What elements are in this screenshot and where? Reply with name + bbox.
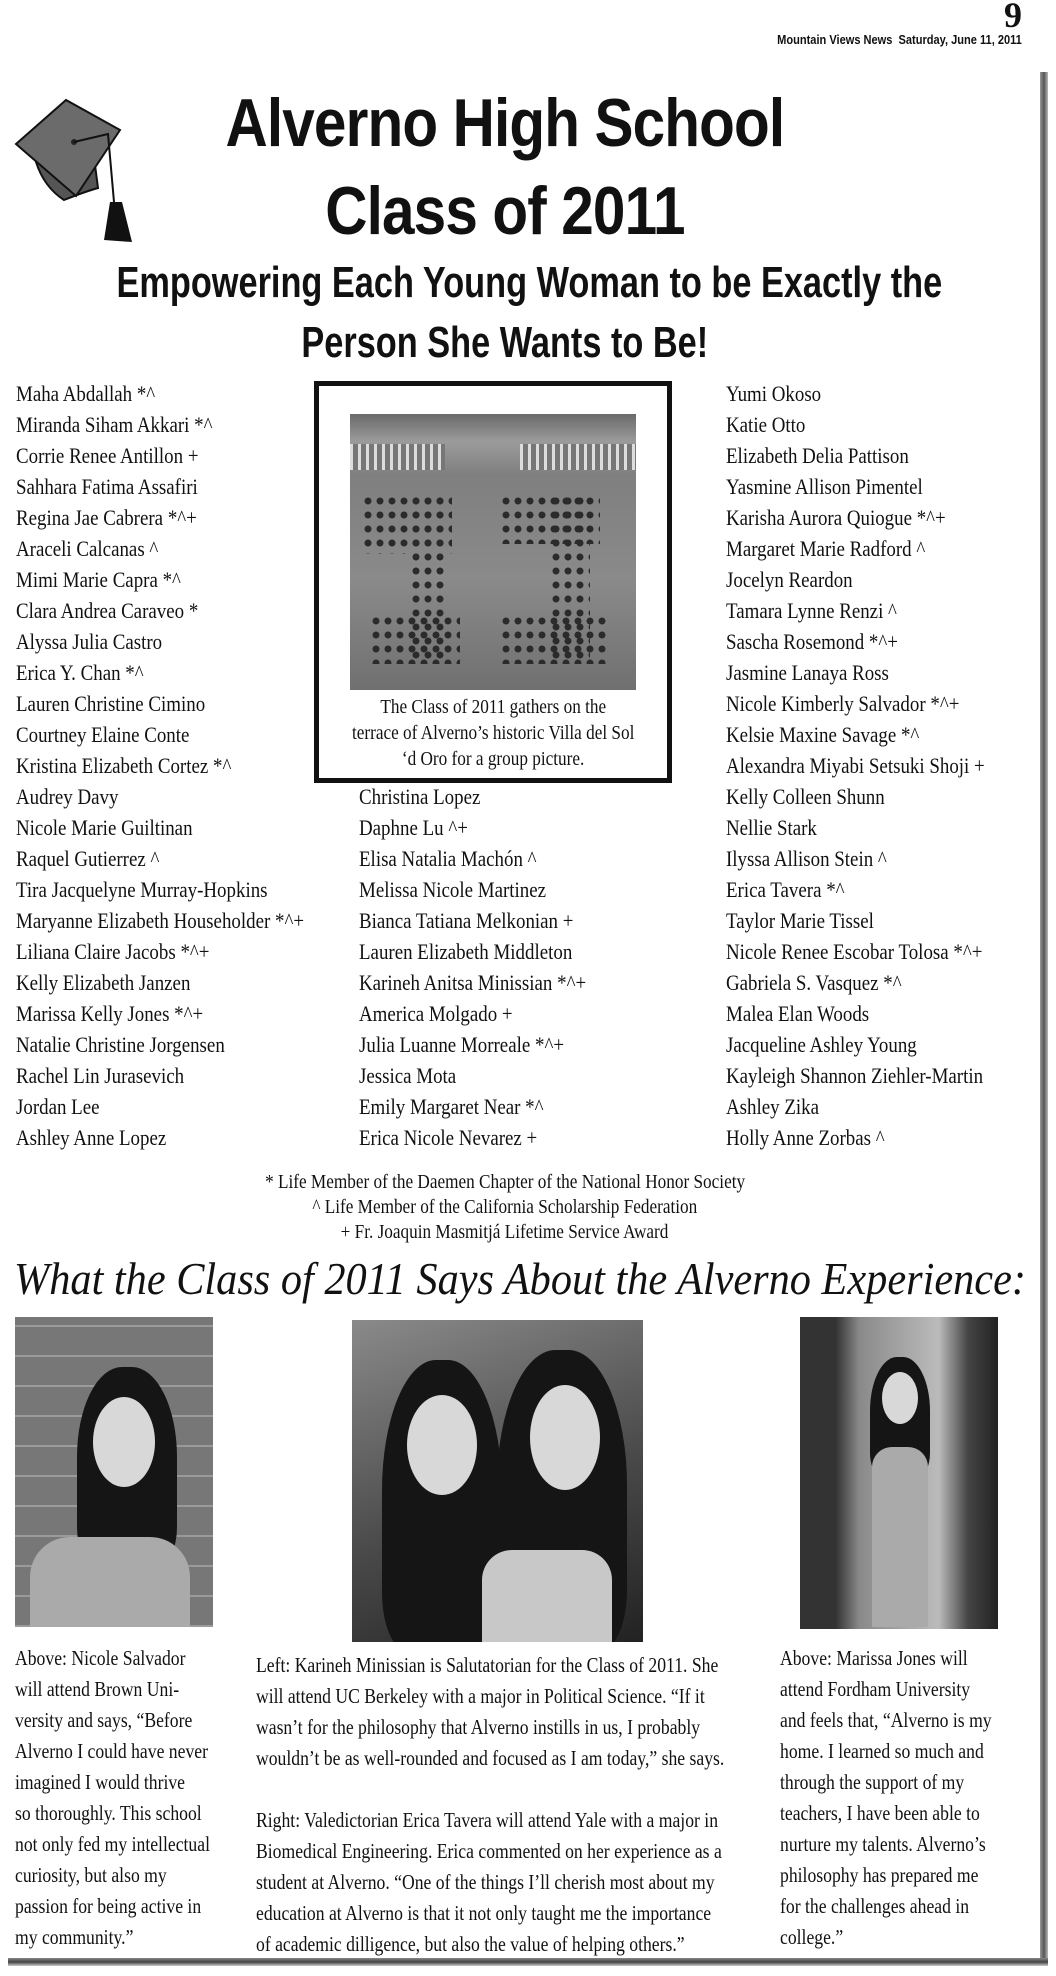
caption-marissa-jones <box>780 1643 992 1953</box>
caption-line: philosophy has prepared me <box>780 1863 979 1887</box>
graduate-name: Marissa Kelly Jones *^+ <box>16 1001 204 1026</box>
graduate-name: Yasmine Allison Pimentel <box>726 474 923 499</box>
graduate-name: Sahhara Fatima Assafiri <box>16 474 198 499</box>
caption-line: versity and says, “Before <box>15 1708 193 1732</box>
names-column-middle <box>359 781 586 1153</box>
graduate-name: Mimi Marie Capra *^ <box>16 567 181 592</box>
footnote: * Life Member of the Daemen Chapter of the National Honor Society <box>264 1171 746 1193</box>
footnotes <box>0 1170 1010 1245</box>
graduate-name: Katie Otto <box>726 412 806 437</box>
caption-line: wasn’t for the philosophy that Alverno instills in us, I probably <box>256 1715 701 1739</box>
caption-line: college.” <box>780 1925 844 1949</box>
graduate-name: Clara Andrea Caraveo * <box>16 598 199 623</box>
graduate-name: Audrey Davy <box>16 784 119 809</box>
graduate-name: Emily Margaret Near *^ <box>359 1094 544 1119</box>
subheadline-line-1: Empowering Each Young Woman to be Exactly the <box>116 258 943 307</box>
graduate-name: Jasmine Lanaya Ross <box>726 660 889 685</box>
names-column-left <box>16 378 304 1153</box>
caption-line: Right: Valedictorian Erica Tavera will attend Yale with a major in <box>256 1808 719 1832</box>
headline-line-1: Alverno High School <box>225 85 785 161</box>
footnote: + Fr. Joaquin Masmitjá Lifetime Service Award <box>341 1221 669 1243</box>
caption-line: attend Fordham University <box>780 1677 971 1701</box>
graduate-name: Maryanne Elizabeth Householder *^+ <box>16 908 305 933</box>
graduate-name: Araceli Calcanas ^ <box>16 536 159 561</box>
caption-line: will attend Brown Uni- <box>15 1677 180 1701</box>
graduate-name: Jacqueline Ashley Young <box>726 1032 917 1057</box>
caption-line: not only fed my intellectual <box>15 1832 210 1856</box>
graduate-name: Nellie Stark <box>726 815 817 840</box>
graduate-name: Jordan Lee <box>16 1094 100 1119</box>
caption-line: of academic dilligence, but also the value of helping others.” <box>256 1932 685 1956</box>
graduate-name: Julia Luanne Morreale *^+ <box>359 1032 565 1057</box>
caption-line: Biomedical Engineering. Erica commented on her experience as a <box>256 1839 722 1863</box>
caption-line: terrace of Alverno’s historic Villa del Sol <box>351 722 635 744</box>
graduate-name: Karisha Aurora Quiogue *^+ <box>726 505 946 530</box>
graduate-name: Nicole Renee Escobar Tolosa *^+ <box>726 939 983 964</box>
photo-minissian-tavera <box>352 1320 643 1642</box>
caption-line: student at Alverno. “One of the things I’ll cherish most about my <box>256 1870 715 1894</box>
graduate-name: Kelsie Maxine Savage *^ <box>726 722 920 747</box>
graduate-name: Tamara Lynne Renzi ^ <box>726 598 897 623</box>
caption-line: nurture my talents. Alverno’s <box>780 1832 986 1856</box>
graduate-name: America Molgado + <box>359 1001 513 1026</box>
graduate-name: Erica Tavera *^ <box>726 877 845 902</box>
graduate-name: Natalie Christine Jorgensen <box>16 1032 225 1057</box>
graduate-name: Regina Jae Cabrera *^+ <box>16 505 197 530</box>
graduate-name: Kayleigh Shannon Ziehler-Martin <box>726 1063 984 1088</box>
graduate-name: Nicole Marie Guiltinan <box>16 815 193 840</box>
graduate-name: Daphne Lu ^+ <box>359 815 468 840</box>
caption-line: through the support of my <box>780 1770 965 1794</box>
caption-line: imagined I would thrive <box>15 1770 185 1794</box>
graduate-name: Ashley Zika <box>726 1094 820 1119</box>
caption-nicole-salvador <box>15 1643 210 1953</box>
headline-line-2: Class of 2011 <box>325 173 685 249</box>
graduate-name: Kelly Elizabeth Janzen <box>16 970 191 995</box>
graduate-name: Elisa Natalia Machón ^ <box>359 846 537 871</box>
group-photo-caption <box>319 694 667 772</box>
graduate-name: Erica Nicole Nevarez + <box>359 1125 538 1150</box>
caption-line: Above: Marissa Jones will <box>780 1646 968 1670</box>
subheadline-line-2: Person She Wants to Be! <box>301 318 709 367</box>
graduate-name: Kristina Elizabeth Cortez *^ <box>16 753 232 778</box>
graduate-name: Margaret Marie Radford ^ <box>726 536 926 561</box>
names-column-right <box>726 378 985 1153</box>
graduate-name: Lauren Christine Cimino <box>16 691 206 716</box>
caption-line: home. I learned so much and <box>780 1739 984 1763</box>
caption-line: for the challenges ahead in <box>780 1894 970 1918</box>
graduate-name: Liliana Claire Jacobs *^+ <box>16 939 210 964</box>
graduate-name: Courtney Elaine Conte <box>16 722 190 747</box>
masthead: Mountain Views News Saturday, June 11, 2011 <box>777 32 1022 47</box>
caption-line: Above: Nicole Salvador <box>15 1646 186 1670</box>
graduate-name: Elizabeth Delia Pattison <box>726 443 909 468</box>
graduate-name: Kelly Colleen Shunn <box>726 784 885 809</box>
graduate-name: Gabriela S. Vasquez *^ <box>726 970 902 995</box>
caption-line: my community.” <box>15 1925 134 1949</box>
section-heading: What the Class of 2011 Says About the Alverno Experience: <box>14 1253 1026 1304</box>
caption-line: Alverno I could have never <box>15 1739 208 1763</box>
graduate-name: Lauren Elizabeth Middleton <box>359 939 573 964</box>
graduate-name: Rachel Lin Jurasevich <box>16 1063 185 1088</box>
graduate-name: Nicole Kimberly Salvador *^+ <box>726 691 960 716</box>
graduate-name: Christina Lopez <box>359 784 481 809</box>
caption-line: ‘d Oro for a group picture. <box>401 748 585 770</box>
graduate-name: Alexandra Miyabi Setsuki Shoji + <box>726 753 985 778</box>
graduate-name: Jessica Mota <box>359 1063 457 1088</box>
caption-line: wouldn’t be as well-rounded and focused as I am today,” she says. <box>256 1746 725 1770</box>
graduate-name: Malea Elan Woods <box>726 1001 870 1026</box>
graduate-name: Ilyssa Allison Stein ^ <box>726 846 887 871</box>
graduate-name: Tira Jacquelyne Murray-Hopkins <box>16 877 268 902</box>
caption-line: passion for being active in <box>15 1894 202 1918</box>
caption-line: The Class of 2011 gathers on the <box>380 696 606 718</box>
graduate-name: Miranda Siham Akkari *^ <box>16 412 213 437</box>
page-number: 9 <box>1004 0 1022 35</box>
graduate-name: Sascha Rosemond *^+ <box>726 629 898 654</box>
caption-line: and feels that, “Alverno is my <box>780 1708 992 1732</box>
caption-line: education at Alverno is that it not only taught me the importance <box>256 1901 712 1925</box>
page-shadow-right <box>1040 72 1048 1964</box>
footnote: ^ Life Member of the California Scholarship Federation <box>312 1196 698 1218</box>
caption-line: will attend UC Berkeley with a major in Political Science. “If it <box>256 1684 705 1708</box>
photo-marissa-jones <box>800 1317 998 1629</box>
graduate-name: Bianca Tatiana Melkonian + <box>359 908 574 933</box>
group-photo <box>350 414 636 690</box>
graduate-name: Jocelyn Reardon <box>726 567 853 592</box>
caption-line: curiosity, but also my <box>15 1863 167 1887</box>
group-photo-box <box>314 381 672 783</box>
graduate-name: Ashley Anne Lopez <box>16 1125 167 1150</box>
caption-line: so thoroughly. This school <box>15 1801 202 1825</box>
graduate-name: Maha Abdallah *^ <box>16 381 156 406</box>
graduate-name: Alyssa Julia Castro <box>16 629 163 654</box>
graduate-name: Karineh Anitsa Minissian *^+ <box>359 970 587 995</box>
graduate-name: Corrie Renee Antillon + <box>16 443 199 468</box>
caption-minissian-tavera <box>256 1650 724 1960</box>
graduate-name: Raquel Gutierrez ^ <box>16 846 160 871</box>
caption-line <box>256 1774 724 1805</box>
graduate-name: Taylor Marie Tissel <box>726 908 874 933</box>
photo-nicole-salvador <box>15 1317 213 1627</box>
graduate-name: Melissa Nicole Martinez <box>359 877 547 902</box>
graduate-name: Erica Y. Chan *^ <box>16 660 144 685</box>
graduate-name: Yumi Okoso <box>726 381 822 406</box>
graduate-name: Holly Anne Zorbas ^ <box>726 1125 885 1150</box>
caption-line: Left: Karineh Minissian is Salutatorian for the Class of 2011. She <box>256 1653 719 1677</box>
caption-line: teachers, I have been able to <box>780 1801 980 1825</box>
